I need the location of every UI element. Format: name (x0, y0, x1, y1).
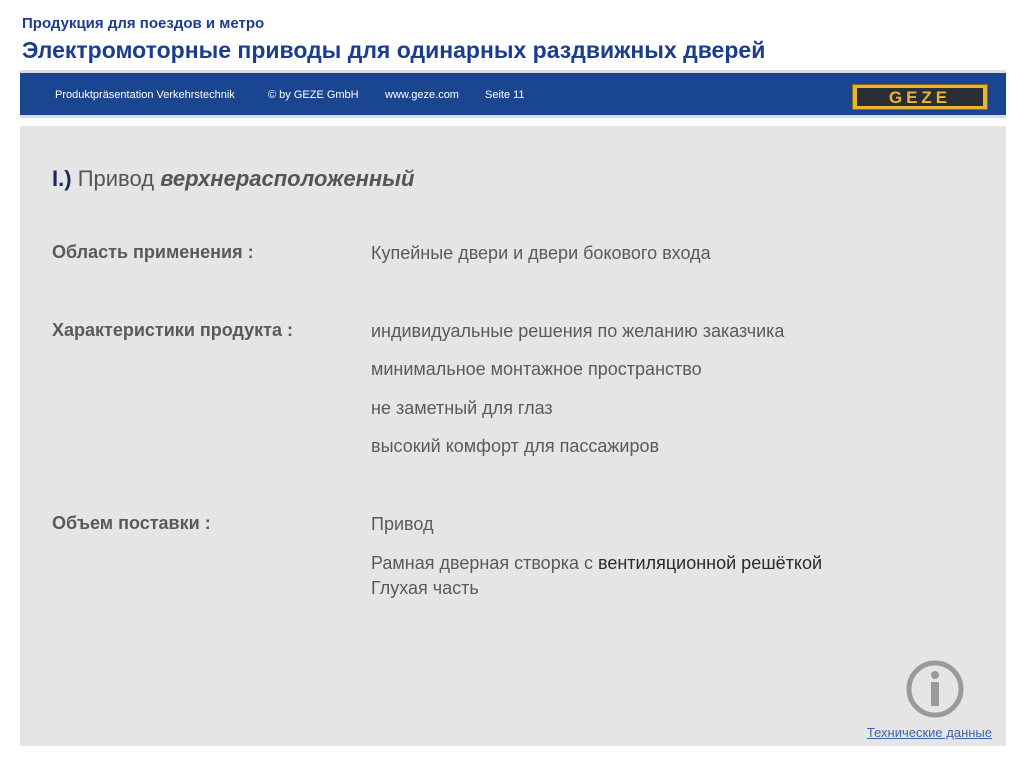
characteristic-item: минимальное монтажное пространство (371, 359, 702, 379)
delivery-item (371, 552, 822, 574)
content-panel (20, 126, 1006, 746)
delivery-item-prefix: Рамная дверная створка с (371, 553, 598, 573)
top-bar (20, 70, 1006, 118)
technical-data-link[interactable]: Технические данные (866, 725, 992, 740)
presentation-label: Produktpräsentation Verkehrstechnik (55, 89, 235, 101)
delivery-label: Объем поставки : (52, 513, 211, 533)
page-title: Электромоторные приводы для одинарных раздвижных дверей (22, 37, 766, 63)
characteristic-item: не заметный для глаз (371, 398, 553, 418)
delivery-item: Привод (371, 514, 434, 534)
copyright-label: © by GEZE GmbH (268, 89, 359, 101)
delivery-item-highlight: вентиляционной решёткой (598, 553, 823, 573)
characteristics-label: Характеристики продукта : (52, 320, 293, 340)
header (22, 14, 765, 64)
section-number: I.) (52, 166, 72, 191)
characteristic-item: высокий комфорт для пассажиров (371, 436, 660, 456)
application-label: Область применения : (52, 242, 254, 262)
section-title (52, 166, 414, 192)
page-number: Seite 11 (485, 89, 525, 101)
application-value: Купейные двери и двери бокового входа (371, 243, 711, 263)
characteristic-item: индивидуальные решения по желанию заказчика (371, 321, 785, 341)
delivery-item: Глухая часть (371, 578, 479, 598)
section-title-emphasis: верхнерасположенный (160, 166, 415, 191)
info-icon[interactable] (906, 660, 964, 718)
logo-text: GEZE (888, 87, 952, 107)
website-link[interactable]: www.geze.com (385, 89, 459, 101)
geze-logo (852, 84, 988, 110)
section-title-plain: Привод (77, 166, 155, 191)
page-subtitle: Продукция для поездов и метро (22, 15, 265, 32)
